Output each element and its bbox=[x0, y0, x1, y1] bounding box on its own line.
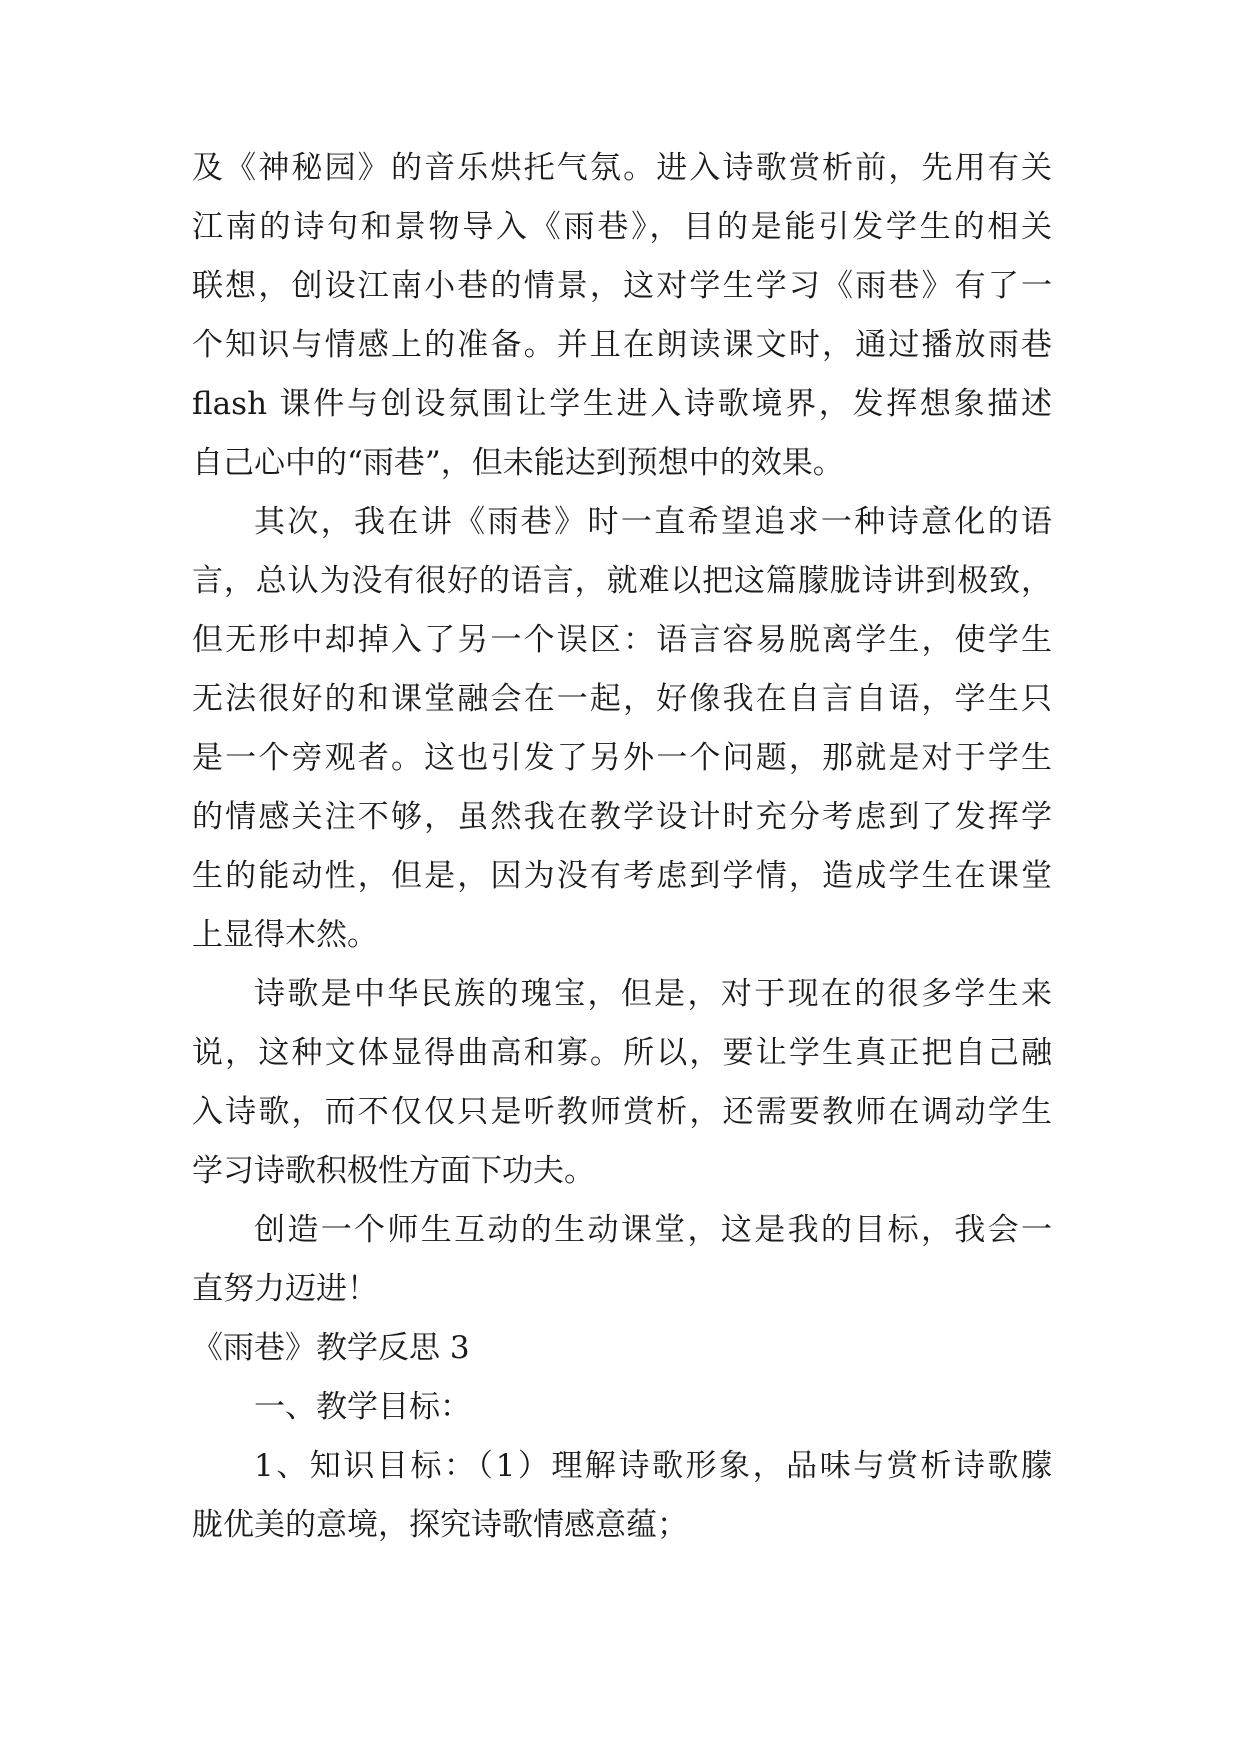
text-line: 是一个旁观者。这也引发了另外一个问题，那就是对于学生 bbox=[192, 740, 1052, 776]
text-line: 言，总认为没有很好的语言，就难以把这篇朦胧诗讲到极致， bbox=[192, 563, 1052, 599]
paragraph-start-line: 1、知识目标：（1）理解诗歌形象，品味与赏析诗歌朦 bbox=[254, 1448, 1052, 1484]
text-line: 入诗歌，而不仅仅只是听教师赏析，还需要教师在调动学生 bbox=[192, 1094, 1052, 1130]
text-line: 说，这种文体显得曲高和寡。所以，要让学生真正把自己融 bbox=[192, 1035, 1052, 1071]
section-subheading: 一、教学目标： bbox=[254, 1389, 471, 1425]
section-heading: 《雨巷》教学反思 3 bbox=[192, 1330, 470, 1366]
paragraph-start-line: 其次，我在讲《雨巷》时一直希望追求一种诗意化的语 bbox=[254, 504, 1052, 540]
paragraph-start-line: 创造一个师生互动的生动课堂，这是我的目标，我会一 bbox=[254, 1212, 1052, 1248]
text-line: 自己心中的“雨巷”，但未能达到预想中的效果。 bbox=[192, 445, 844, 481]
text-line: 生的能动性，但是，因为没有考虑到学情，造成学生在课堂 bbox=[192, 858, 1052, 894]
text-line: 学习诗歌积极性方面下功夫。 bbox=[192, 1153, 595, 1189]
text-line: 直努力迈进！ bbox=[192, 1271, 378, 1307]
paragraph-start-line: 诗歌是中华民族的瑰宝，但是，对于现在的很多学生来 bbox=[254, 976, 1052, 1012]
text-line: 上显得木然。 bbox=[192, 917, 378, 953]
text-line: 无法很好的和课堂融会在一起，好像我在自言自语，学生只 bbox=[192, 681, 1052, 717]
text-line: 联想，创设江南小巷的情景，这对学生学习《雨巷》有了一 bbox=[192, 268, 1052, 304]
text-line: 但无形中却掉入了另一个误区：语言容易脱离学生，使学生 bbox=[192, 622, 1052, 658]
text-line: 的情感关注不够，虽然我在教学设计时充分考虑到了发挥学 bbox=[192, 799, 1052, 835]
text-line: 江南的诗句和景物导入《雨巷》，目的是能引发学生的相关 bbox=[192, 209, 1052, 245]
text-line: 胧优美的意境，探究诗歌情感意蕴； bbox=[192, 1507, 688, 1543]
text-line: flash 课件与创设氛围让学生进入诗歌境界，发挥想象描述 bbox=[192, 386, 1052, 422]
text-line: 个知识与情感上的准备。并且在朗读课文时，通过播放雨巷 bbox=[192, 327, 1052, 363]
text-line: 及《神秘园》的音乐烘托气氛。进入诗歌赏析前，先用有关 bbox=[192, 150, 1052, 186]
